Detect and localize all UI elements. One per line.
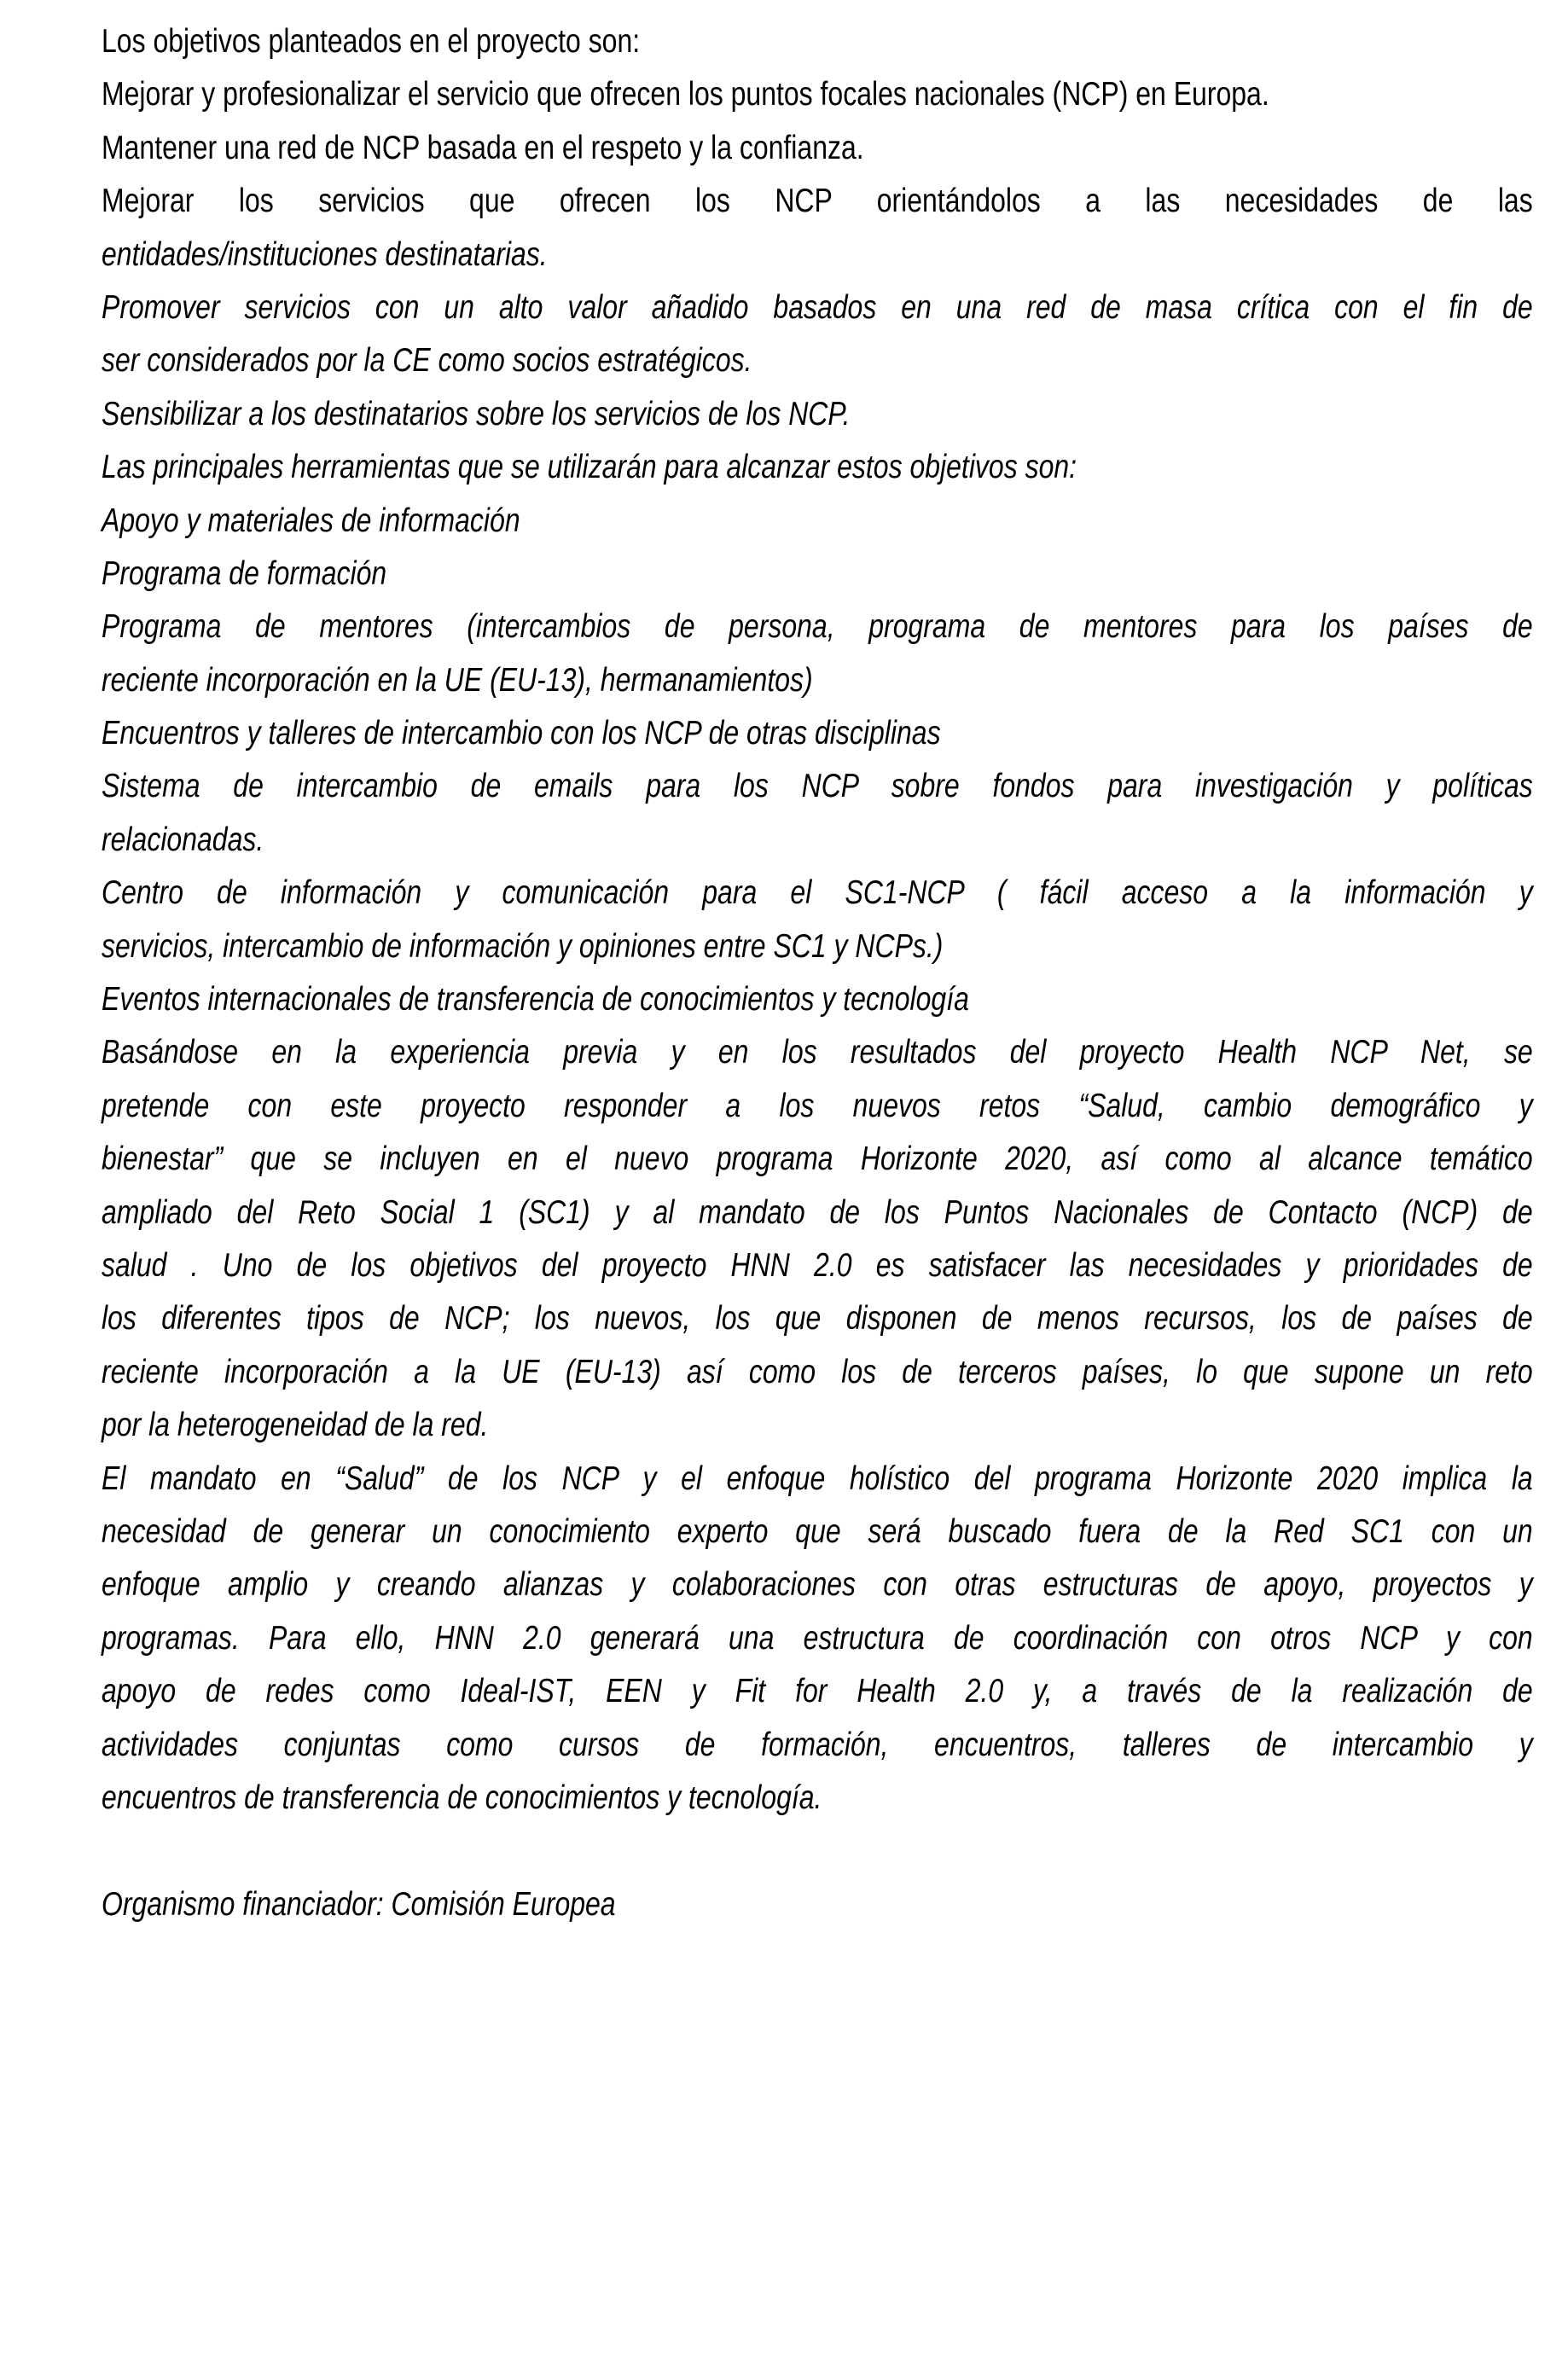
text-line: apoyo de redes como Ideal-IST, EEN y Fit for Health 2.0 y, a través de la realización de: [102, 1673, 1533, 1710]
text-line: Eventos internacionales de transferencia de conocimientos y tecnología: [102, 981, 969, 1019]
text-line: los diferentes tipos de NCP; los nuevos, los que disponen de menos recursos, los de países de: [102, 1300, 1533, 1338]
text-line: Encuentros y talleres de intercambio con los NCP de otras disciplinas: [102, 715, 941, 752]
text-line: Apoyo y materiales de información: [102, 502, 520, 539]
text-line: reciente incorporación a la UE (EU-13) así como los de terceros países, lo que supone un reto: [102, 1353, 1533, 1390]
text-line: reciente incorporación en la UE (EU-13), hermanamientos): [102, 661, 813, 699]
text-line: pretende con este proyecto responder a los nuevos retos “Salud, cambio demográfico y: [102, 1087, 1533, 1124]
text-line: Sistema de intercambio de emails para los NCP sobre fondos para investigación y políticas: [102, 768, 1533, 805]
text-line: programas. Para ello, HNN 2.0 generará una estructura de coordinación con otros NCP y con: [102, 1619, 1533, 1657]
text-line: actividades conjuntas como cursos de formación, encuentros, talleres de intercambio y: [102, 1726, 1533, 1763]
text-line: Programa de formación: [102, 554, 387, 592]
text-line: salud . Uno de los objetivos del proyecto HNN 2.0 es satisfacer las necesidades y prioridades de: [102, 1246, 1533, 1284]
text-line: Promover servicios con un alto valor añadido basados en una red de masa crítica con el fin de: [102, 288, 1533, 326]
text-line: Los objetivos planteados en el proyecto son:: [102, 23, 641, 60]
text-line: Programa de mentores (intercambios de persona, programa de mentores para los países de: [102, 608, 1533, 646]
text-line: necesidad de generar un conocimiento experto que será buscado fuera de la Red SC1 con un: [102, 1512, 1533, 1550]
text-line: Sensibilizar a los destinatarios sobre los servicios de los NCP.: [102, 395, 851, 432]
text-line: por la heterogeneidad de la red.: [102, 1407, 489, 1444]
text-line: Mejorar y profesionalizar el servicio que ofrecen los puntos focales nacionales (NCP) en Europa.: [102, 76, 1269, 113]
text-line: Basándose en la experiencia previa y en los resultados del proyecto Health NCP Net, se: [102, 1034, 1533, 1071]
text-line: servicios, intercambio de información y opiniones entre SC1 y NCPs.): [102, 927, 944, 965]
text-line: ser considerados por la CE como socios estratégicos.: [102, 342, 752, 380]
text-line: ampliado del Reto Social 1 (SC1) y al mandato de los Puntos Nacionales de Contacto (NCP) de: [102, 1193, 1533, 1231]
text-line: bienestar” que se incluyen en el nuevo programa Horizonte 2020, así como al alcance temático: [102, 1140, 1533, 1178]
blank-line: [102, 1825, 1533, 1878]
text-line: Organismo financiador: Comisión Europea: [102, 1885, 616, 1923]
text-line: Mantener una red de NCP basada en el respeto y la confianza.: [102, 129, 864, 166]
document-body: [102, 15, 1533, 1931]
text-line: Mejorar los servicios que ofrecen los NCP orientándolos a las necesidades de las: [102, 183, 1533, 220]
text-line: entidades/instituciones destinatarias.: [102, 235, 548, 273]
text-line: Las principales herramientas que se utilizarán para alcanzar estos objetivos son:: [102, 449, 1077, 486]
text-line: Centro de información y comunicación para el SC1-NCP ( fácil acceso a la información y: [102, 874, 1533, 912]
text-line: El mandato en “Salud” de los NCP y el enfoque holístico del programa Horizonte 2020 implica la: [102, 1460, 1533, 1497]
text-line: relacionadas.: [102, 821, 264, 858]
text-line: encuentros de transferencia de conocimientos y tecnología.: [102, 1779, 822, 1816]
text-line: enfoque amplio y creando alianzas y colaboraciones con otras estructuras de apoyo, proyectos y: [102, 1566, 1533, 1604]
